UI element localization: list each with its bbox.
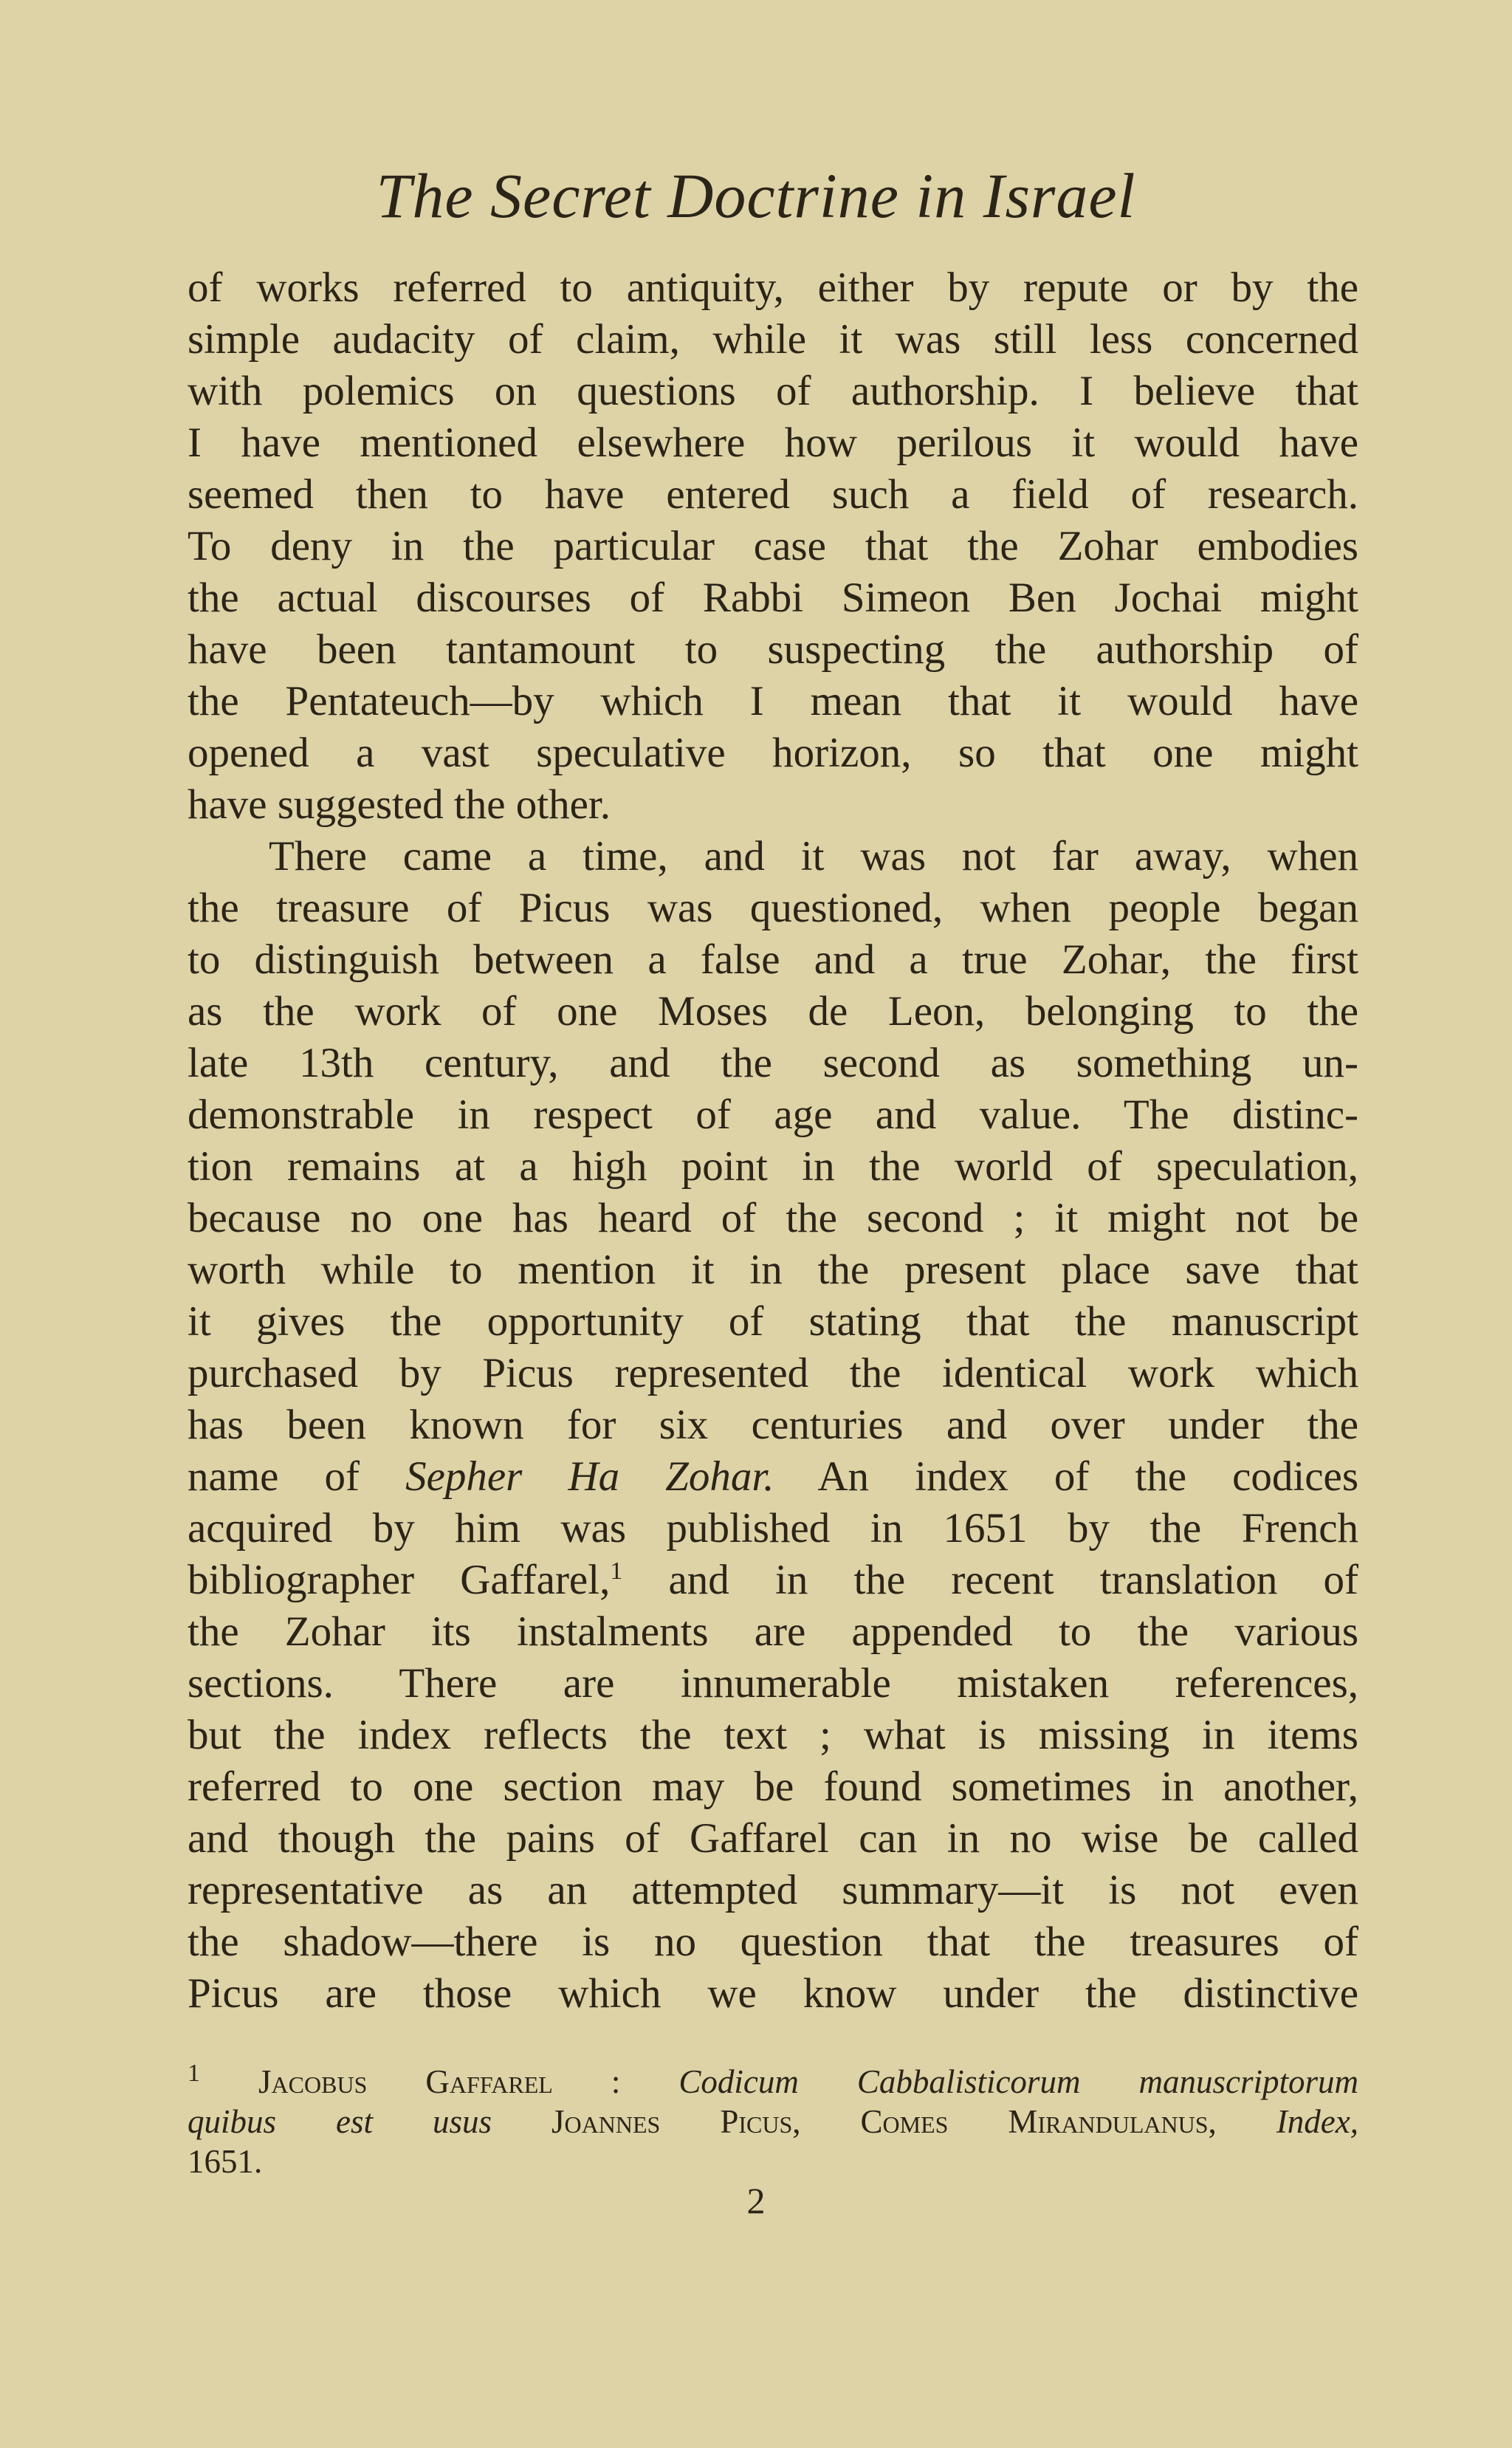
footnote-line xyxy=(188,2062,1358,2102)
text-line: and though the pains of Gaffarel can in no wise be called xyxy=(188,1815,1358,1862)
text-line: have been tantamount to suspecting the authorship of xyxy=(188,626,1358,673)
text-line: simple audacity of claim, while it was still less concerned xyxy=(188,316,1358,363)
text-line xyxy=(188,1451,1358,1503)
text-line: acquired by him was published in 1651 by the French xyxy=(188,1505,1358,1552)
text-fragment: bibliographer Gaffarel, xyxy=(188,1557,611,1603)
text-line: as the work of one Moses de Leon, belonging to the xyxy=(188,988,1358,1035)
footnote-line xyxy=(188,2102,1358,2142)
book-title-italic: Sepher Ha Zohar. xyxy=(405,1453,774,1500)
footnote-separator: : xyxy=(552,2063,679,2100)
footnote-name: Joannes Picus, Comes Mirandulanus, xyxy=(551,2103,1217,2140)
text-line: opened a vast speculative horizon, so that one might xyxy=(188,730,1358,776)
running-head: The Secret Doctrine in Israel xyxy=(376,160,1136,231)
text-line: worth while to mention it in the present place save that xyxy=(188,1247,1358,1293)
text-line: it gives the opportunity of stating that the manuscript xyxy=(188,1298,1358,1345)
text-line: There came a time, and it was not far away, when xyxy=(269,833,1358,880)
text-line: has been known for six centuries and over under the xyxy=(188,1402,1358,1448)
text-line: referred to one section may be found sometimes in another, xyxy=(188,1763,1358,1810)
text-line: the Zohar its instalments are appended to the various xyxy=(188,1608,1358,1655)
text-line: Picus are those which we know under the distinctive xyxy=(188,1970,1358,2017)
text-line: the actual discourses of Rabbi Simeon Ben Jochai might xyxy=(188,575,1358,621)
text-line: demonstrable in respect of age and value. The distinc- xyxy=(188,1091,1358,1138)
text-fragment: and in the recent translation of xyxy=(622,1557,1359,1603)
text-line: purchased by Picus represented the identical work which xyxy=(188,1350,1358,1396)
text-line: To deny in the particular case that the Zohar embodies xyxy=(188,523,1358,569)
page-number: 2 xyxy=(746,2180,766,2221)
footnote-marker: 1 xyxy=(188,2060,200,2087)
footnote-title: Codicum Cabbalisticorum manuscriptorum xyxy=(678,2063,1358,2100)
body-text xyxy=(188,262,1358,2020)
text-line: but the index reflects the text ; what is missing in items xyxy=(188,1712,1358,1758)
text-line: the shadow—there is no question that the treasures of xyxy=(188,1919,1358,1965)
text-line: tion remains at a high point in the world of speculation, xyxy=(188,1143,1358,1190)
footnote-index: Index, xyxy=(1276,2103,1358,2140)
text-line: the Pentateuch—by which I mean that it would have xyxy=(188,678,1358,724)
text-line: I have mentioned elsewhere how perilous it would have xyxy=(188,419,1358,466)
text-line: sections. There are innumerable mistaken references, xyxy=(188,1660,1358,1707)
text-line: of works referred to antiquity, either by repute or by the xyxy=(188,264,1358,311)
text-fragment: name of xyxy=(188,1453,406,1500)
text-line: have suggested the other. xyxy=(188,781,611,828)
footnote-title: quibus est usus xyxy=(188,2103,492,2140)
text-line: late 13th century, and the second as something un- xyxy=(188,1040,1358,1086)
footnote xyxy=(188,2062,1358,2181)
text-line: because no one has heard of the second ; it might not be xyxy=(188,1195,1358,1241)
text-line: the treasure of Picus was questioned, when people began xyxy=(188,885,1358,931)
footnote-reference[interactable]: 1 xyxy=(610,1557,623,1585)
footnote-author: Jacobus Gaffarel xyxy=(258,2063,553,2100)
text-line: seemed then to have entered such a field of research. xyxy=(188,471,1358,518)
text-line: to distinguish between a false and a true Zohar, the first xyxy=(188,936,1358,983)
footnote-line: 1651. xyxy=(188,2143,263,2180)
text-fragment: An index of the codices xyxy=(774,1453,1358,1500)
text-line: with polemics on questions of authorship. I believe that xyxy=(188,368,1358,414)
text-line xyxy=(188,1554,1358,1606)
text-line: representative as an attempted summary—it is not even xyxy=(188,1867,1358,1913)
